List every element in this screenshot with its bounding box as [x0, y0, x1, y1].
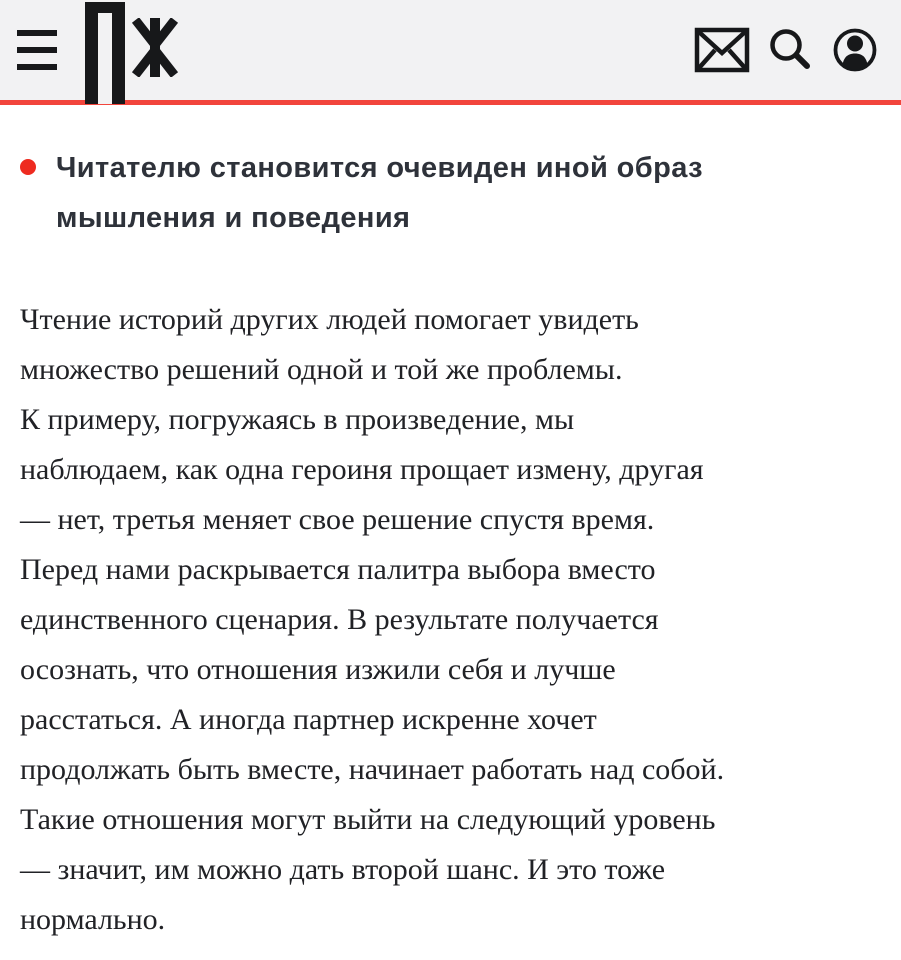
profile-icon[interactable] [832, 27, 878, 73]
paragraph: Перед нами раскрывается палитра выбора вместо единственного сценария. В результате получается осознать, что отношения изжили себя и лучше расстаться. А иногда партнер искренне хочет продолжать быть вместе, начинает работать над собой. Такие отношения могут выйти на следующий уровень — значит, им можно дать второй шанс. И это тоже нормально. [20, 553, 725, 936]
header-actions [694, 0, 878, 100]
section-heading: Читателю становится очевиден иной образ мышления и поведения [56, 152, 703, 234]
logo-letter-p [85, 2, 125, 104]
menu-icon[interactable] [17, 30, 57, 70]
search-icon[interactable] [769, 28, 813, 72]
mail-icon[interactable] [694, 27, 750, 73]
site-logo[interactable] [85, 2, 180, 104]
heading-block [20, 143, 861, 243]
menu-bar [17, 47, 57, 53]
paragraph: К примеру, погружаясь в произведение, мы наблюдаем, как одна героиня прощает измену, другая — нет, третья меняет свое решение спустя время. [20, 403, 704, 536]
menu-bar [17, 64, 57, 70]
article [0, 143, 901, 945]
logo-letter-zh [132, 18, 178, 82]
bullet-marker [20, 159, 36, 175]
paragraph: Чтение историй других людей помогает увидеть множество решений одной и той же проблемы. [20, 303, 639, 386]
menu-bar [17, 30, 57, 36]
site-header [0, 0, 901, 100]
article-body [20, 295, 861, 945]
